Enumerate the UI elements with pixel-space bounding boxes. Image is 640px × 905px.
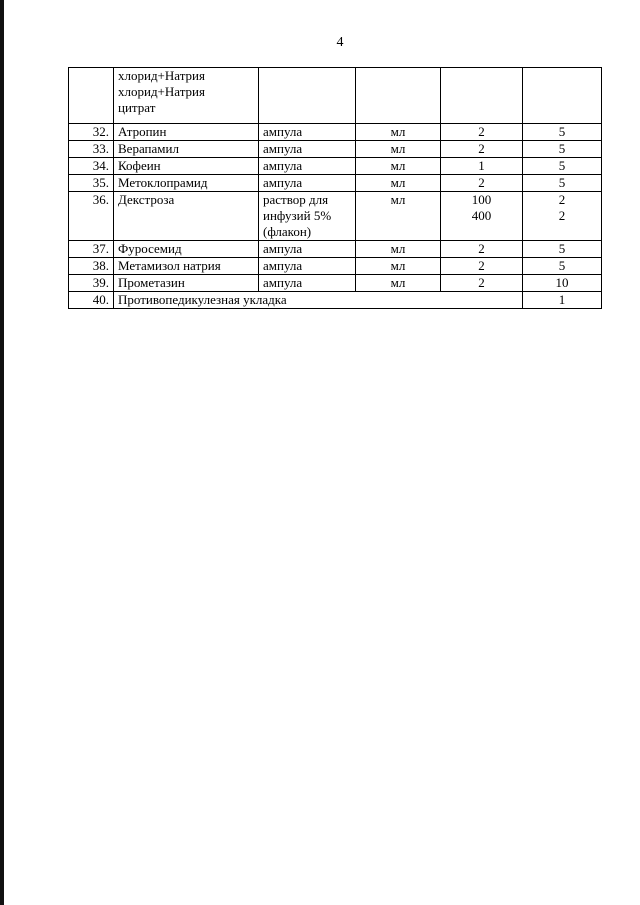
table-row [69, 124, 602, 141]
drug-name-cell [114, 68, 259, 124]
table-row [69, 68, 602, 124]
quantity-cell: 5 [523, 158, 602, 175]
row-number-cell: 36. [69, 192, 114, 241]
row-number-cell [69, 68, 114, 124]
drug-name-cell: Кофеин [114, 158, 259, 175]
unit-cell: мл [356, 258, 441, 275]
quantity-cell [523, 192, 602, 241]
quantity-cell: 5 [523, 241, 602, 258]
dose-cell: 2 [441, 141, 523, 158]
dose-cell: 2 [441, 275, 523, 292]
unit-cell: мл [356, 124, 441, 141]
drug-name-cell: Прометазин [114, 275, 259, 292]
page-number: 4 [336, 35, 344, 50]
quantity-cell: 1 [523, 292, 602, 309]
dose-cell [441, 68, 523, 124]
unit-cell: мл [356, 141, 441, 158]
form-cell: ампула [259, 158, 356, 175]
medication-table [68, 67, 602, 309]
form-cell: ампула [259, 241, 356, 258]
form-cell: ампула [259, 141, 356, 158]
table-row [69, 192, 602, 241]
form-cell: ампула [259, 275, 356, 292]
quantity-cell: 5 [523, 141, 602, 158]
row-number-cell: 40. [69, 292, 114, 309]
dose-cell: 1 [441, 158, 523, 175]
dose-cell: 2 [441, 258, 523, 275]
drug-name-line: цитрат [118, 100, 156, 115]
drug-name-cell: Верапамил [114, 141, 259, 158]
form-cell: ампула [259, 175, 356, 192]
form-cell: ампула [259, 258, 356, 275]
dose-line: 100 [471, 192, 492, 207]
unit-cell [356, 68, 441, 124]
dose-cell: 2 [441, 241, 523, 258]
row-number-cell: 33. [69, 141, 114, 158]
unit-cell: мл [356, 158, 441, 175]
drug-name-cell: Атропин [114, 124, 259, 141]
row-number-cell: 35. [69, 175, 114, 192]
quantity-cell: 10 [523, 275, 602, 292]
row-number-cell: 34. [69, 158, 114, 175]
form-cell [259, 192, 356, 241]
row-number-cell: 39. [69, 275, 114, 292]
form-line: (флакон) [263, 224, 312, 239]
table-row [69, 275, 602, 292]
quantity-cell: 5 [523, 124, 602, 141]
drug-name-line: хлорид+Натрия [118, 68, 205, 83]
unit-cell: мл [356, 241, 441, 258]
unit-cell: мл [356, 275, 441, 292]
table-row [69, 258, 602, 275]
row-number-cell: 38. [69, 258, 114, 275]
table-row [69, 241, 602, 258]
drug-name-cell: Декстроза [114, 192, 259, 241]
drug-name-cell: Метамизол натрия [114, 258, 259, 275]
drug-name-line: хлорид+Натрия [118, 84, 205, 99]
scan-left-edge [0, 0, 4, 905]
dose-line: 400 [471, 208, 492, 223]
unit-cell: мл [356, 175, 441, 192]
unit-cell: мл [356, 192, 441, 241]
quantity-cell: 5 [523, 258, 602, 275]
dose-cell: 2 [441, 124, 523, 141]
table-row [69, 292, 602, 309]
drug-name-cell: Фуросемид [114, 241, 259, 258]
row-number-cell: 37. [69, 241, 114, 258]
form-line: инфузий 5% [263, 208, 332, 223]
row-number-cell: 32. [69, 124, 114, 141]
quantity-line: 2 [558, 192, 566, 207]
table-row [69, 141, 602, 158]
quantity-cell: 5 [523, 175, 602, 192]
dose-cell: 2 [441, 175, 523, 192]
drug-name-cell: Метоклопрамид [114, 175, 259, 192]
dose-cell [441, 192, 523, 241]
quantity-line: 2 [558, 208, 566, 223]
form-cell: ампула [259, 124, 356, 141]
table-row [69, 158, 602, 175]
form-cell [259, 68, 356, 124]
table-row [69, 175, 602, 192]
form-line: раствор для [263, 192, 329, 207]
drug-name-cell: Противопедикулезная укладка [114, 292, 523, 309]
quantity-cell [523, 68, 602, 124]
